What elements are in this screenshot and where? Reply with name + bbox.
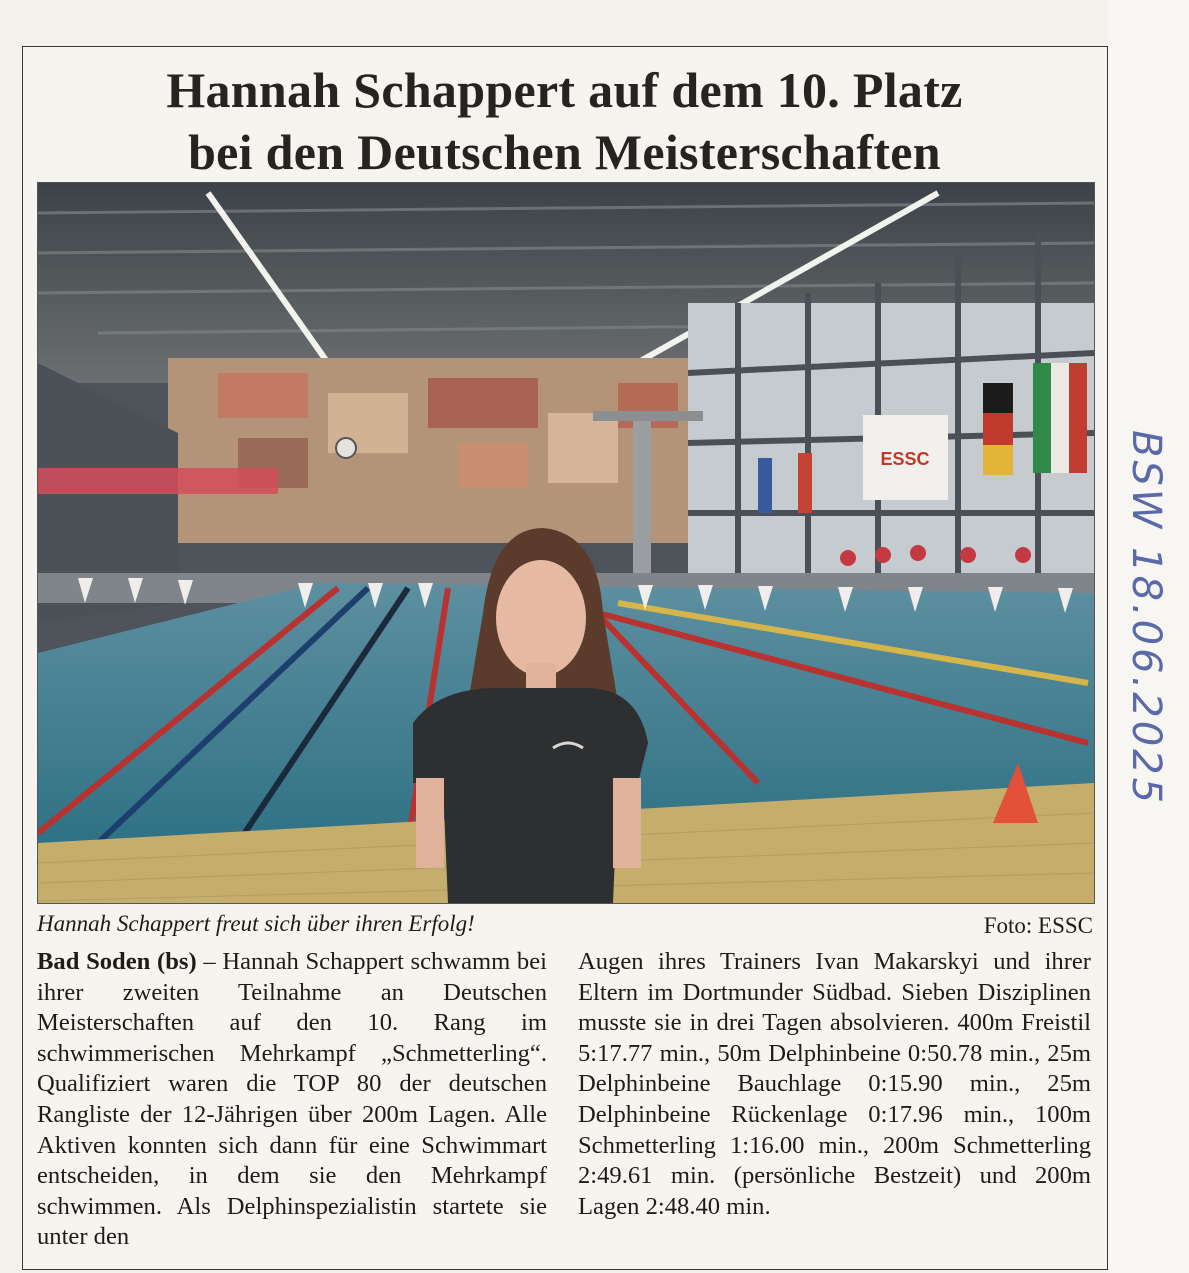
photo-caption: Hannah Schappert freut sich über ihren Erfolg!: [37, 911, 475, 936]
headline: [23, 59, 1106, 183]
headline-line-2: bei den Deutschen Meisterschaften: [188, 124, 941, 180]
photo-credit: Foto: ESSC: [983, 913, 1093, 938]
body-text-left: – Hannah Schappert schwamm bei ihrer zweiten Teilnahme an Deutschen Meisterschaften auf den 10. Rang im schwimmerischen Mehrkampf „Schmetterling“. Qualifiziert waren die TOP 80 der deutschen Rangliste der 12-Jährigen über 200m Lagen. Alle Aktiven konnten sich dann für eine Schwimmart entscheiden, in dem sie den Mehrkampf schwimmen. Als Delphinspezialistin startete sie unter den: [37, 948, 547, 1251]
article-photo: [37, 182, 1095, 904]
dateline: Bad Soden (bs): [37, 948, 197, 975]
body-column-left: [37, 947, 547, 1253]
handwritten-date: BSW 18.06.2025: [1123, 429, 1169, 807]
body-column-right: Augen ihres Trainers Ivan Makarskyi und ihrer Eltern im Dortmunder Südbad. Sieben Disziplinen musste sie in drei Tagen absolvieren. 400m Freistil 5:17.77 min., 50m Delphinbeine 0:50.78 min., 25m Delphinbeine Bauchlage 0:15.90 min., 25m Delphinbeine Rückenlage 0:17.96 min., 100m Schmetterling 1:16.00 min., 200m Schmetterling 2:49.61 min. (persönliche Bestzeit) und 200m Lagen 2:48.40 min.: [578, 948, 1091, 1220]
handwritten-annotation: [1118, 418, 1174, 818]
headline-line-1: Hannah Schappert auf dem 10. Platz: [166, 62, 963, 118]
banner-text: ESSC: [880, 449, 930, 469]
bleed-through-left: [0, 0, 22, 1273]
bleed-through-top: [400, 0, 1110, 48]
newspaper-article: [22, 46, 1108, 1270]
swimming-hall-photo: [38, 183, 1094, 903]
